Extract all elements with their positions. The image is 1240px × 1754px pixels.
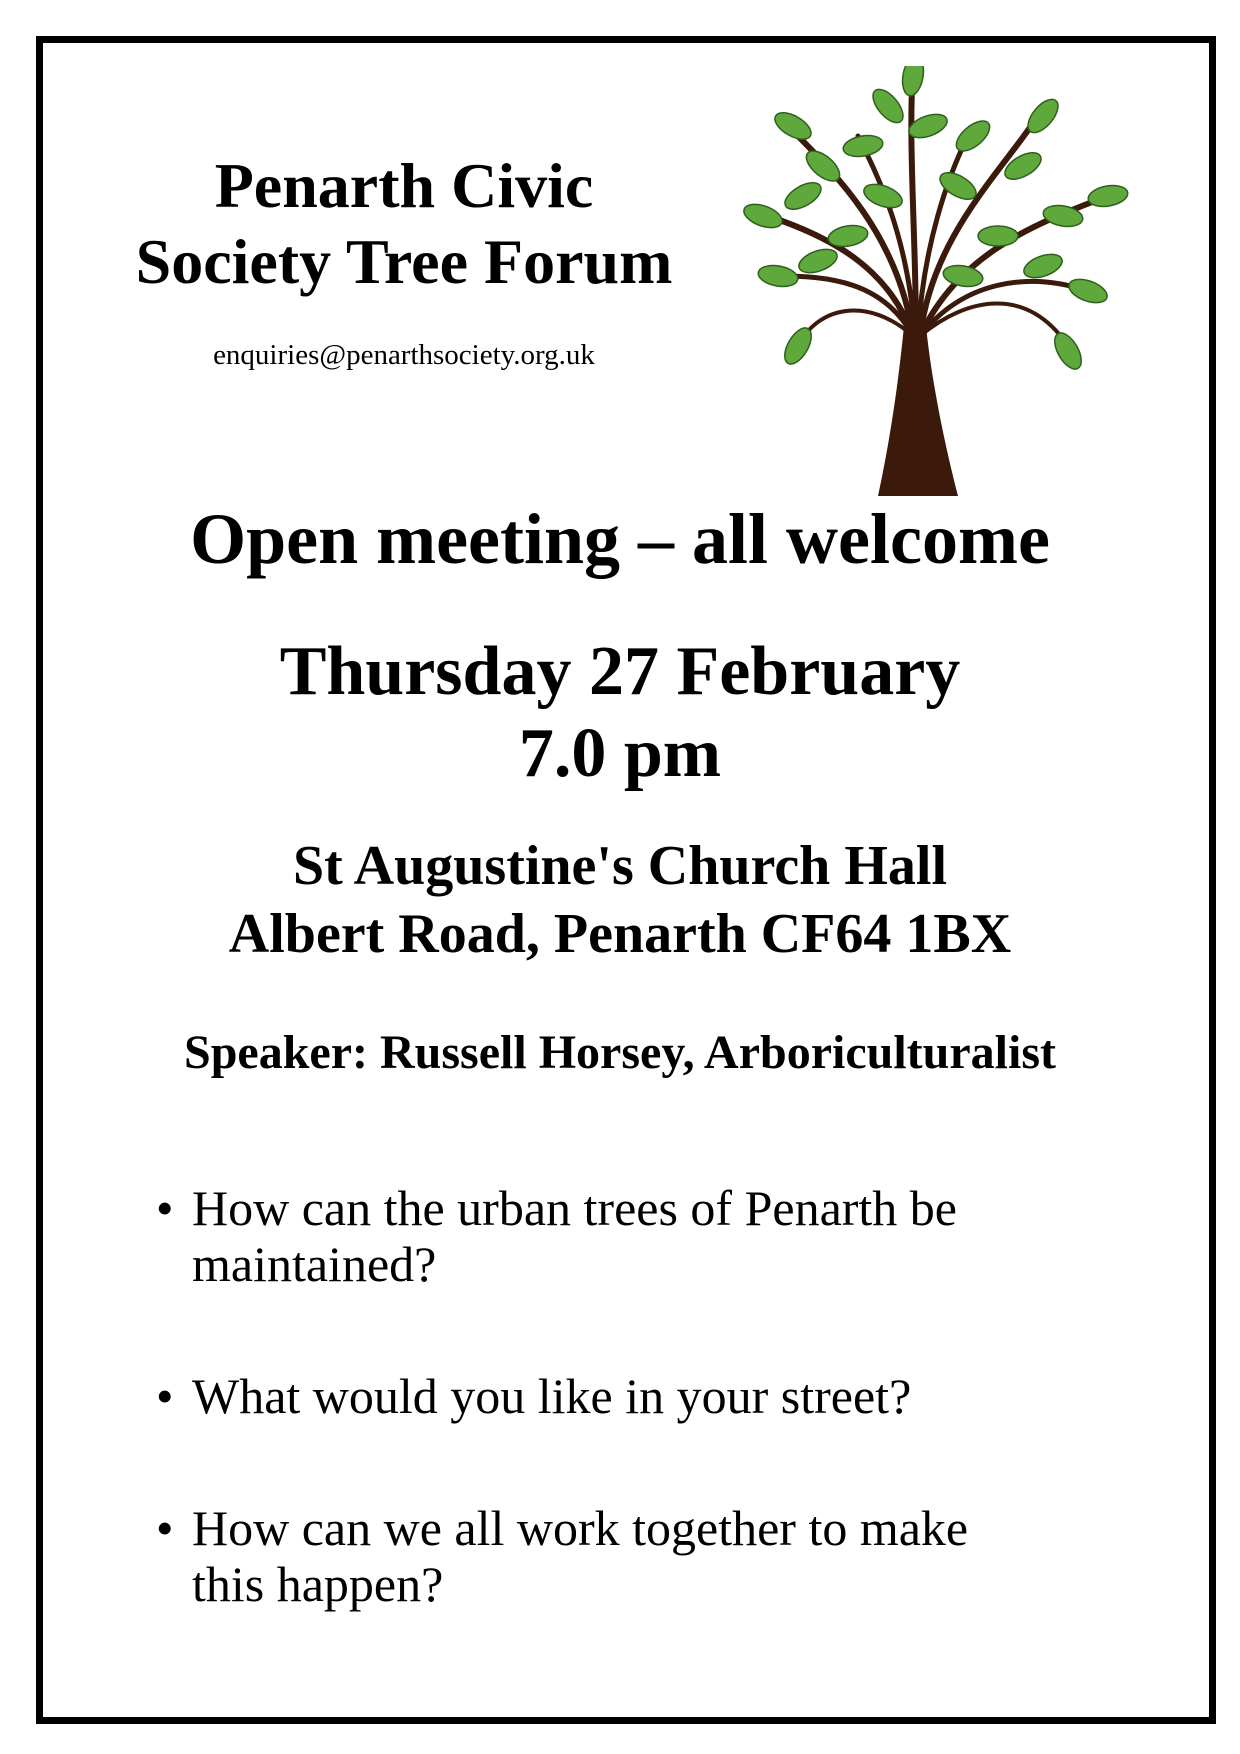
tree-leaf xyxy=(827,223,870,250)
event-time: 7.0 pm xyxy=(518,715,722,792)
bullet: • xyxy=(156,1500,174,1556)
contact-email[interactable]: enquiries@penarthsociety.org.uk xyxy=(213,339,595,371)
question-line: How can the urban trees of Penarth be xyxy=(192,1180,957,1236)
list-item xyxy=(152,1180,1052,1292)
event-date: Thursday 27 February xyxy=(279,633,961,710)
tree-leaf xyxy=(771,107,816,144)
tree-leaf xyxy=(978,226,1018,246)
tree-leaf xyxy=(781,177,826,214)
tree-leaf xyxy=(1066,275,1110,307)
question-line: How can we all work together to make xyxy=(192,1500,969,1556)
question-line: maintained? xyxy=(192,1236,437,1292)
tree-leaf xyxy=(942,263,985,290)
tree-leaf xyxy=(1087,183,1130,210)
tree-leaf xyxy=(951,115,994,156)
bullet: • xyxy=(156,1180,174,1236)
tree-leaf xyxy=(1021,250,1065,282)
tree-leaf xyxy=(842,133,885,160)
tree-leaf xyxy=(741,200,785,232)
tree-branch xyxy=(778,276,913,336)
question-line: this happen? xyxy=(192,1556,444,1612)
organisation-title-line-1: Penarth Civic xyxy=(214,150,594,221)
event-speaker: Speaker: Russell Horsey, Arboriculturalist xyxy=(184,1026,1056,1079)
event-address: Albert Road, Penarth CF64 1BX xyxy=(228,903,1012,965)
tree-leaf xyxy=(867,84,908,127)
list-item xyxy=(152,1368,1052,1424)
organisation-title xyxy=(104,148,704,300)
list-item xyxy=(152,1500,1052,1612)
bullet: • xyxy=(156,1368,174,1424)
tree-leaf xyxy=(796,245,840,277)
organisation-title-line-2: Society Tree Forum xyxy=(135,226,673,297)
event-headline: Open meeting – all welcome xyxy=(190,499,1050,579)
tree-leaf xyxy=(900,66,927,97)
event-venue: St Augustine's Church Hall xyxy=(292,835,948,897)
tree-branch xyxy=(920,281,1088,336)
tree-icon xyxy=(708,66,1168,496)
discussion-questions xyxy=(152,1180,1052,1688)
tree-leaf xyxy=(757,263,800,290)
tree-leaf xyxy=(1049,329,1086,374)
tree-trunk xyxy=(878,326,958,496)
question-line: What would you like in your street? xyxy=(192,1368,912,1424)
